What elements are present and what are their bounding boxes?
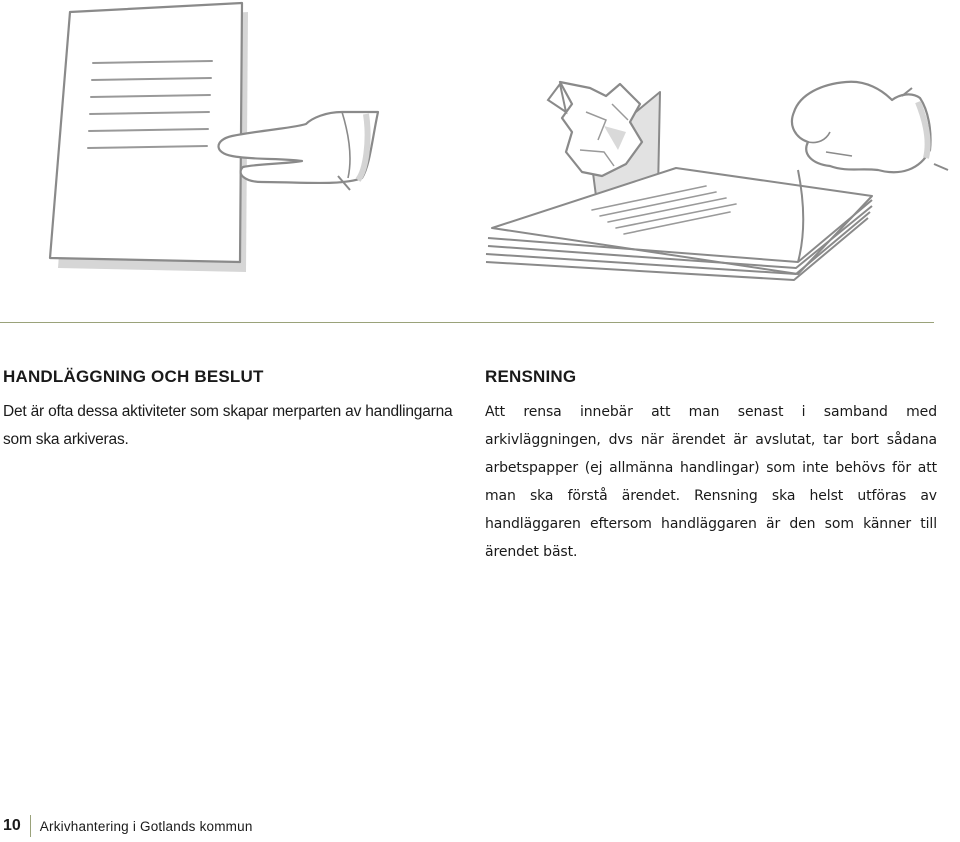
document-handover-icon <box>50 3 378 272</box>
section-body: Att rensa innebär att man senast i samband med arkivläggningen, dvs när ärendet är avslutat, tar bort sådana arbetspapper (ej allmänna handlingar) som inte behövs för att man ska förstå ärendet. Rensning ska helst utföras av handläggaren eftersom handläggaren är den som känner till ärendet bäst. <box>485 404 937 560</box>
section-handlaggning <box>3 366 465 454</box>
page-number: 10 <box>3 817 21 834</box>
paper-stack-sorting-icon <box>486 82 948 280</box>
section-divider <box>0 322 934 323</box>
footer-divider <box>30 815 31 837</box>
section-body: Det är ofta dessa aktiviteter som skapar merparten av handlingarna som ska arkiveras. <box>3 403 453 448</box>
section-heading: RENSNING <box>485 367 577 386</box>
header-illustration <box>0 0 960 300</box>
section-rensning <box>485 366 937 566</box>
page-footer <box>3 813 253 839</box>
footer-title: Arkivhantering i Gotlands kommun <box>39 818 253 834</box>
section-heading: HANDLÄGGNING OCH BESLUT <box>3 367 264 386</box>
